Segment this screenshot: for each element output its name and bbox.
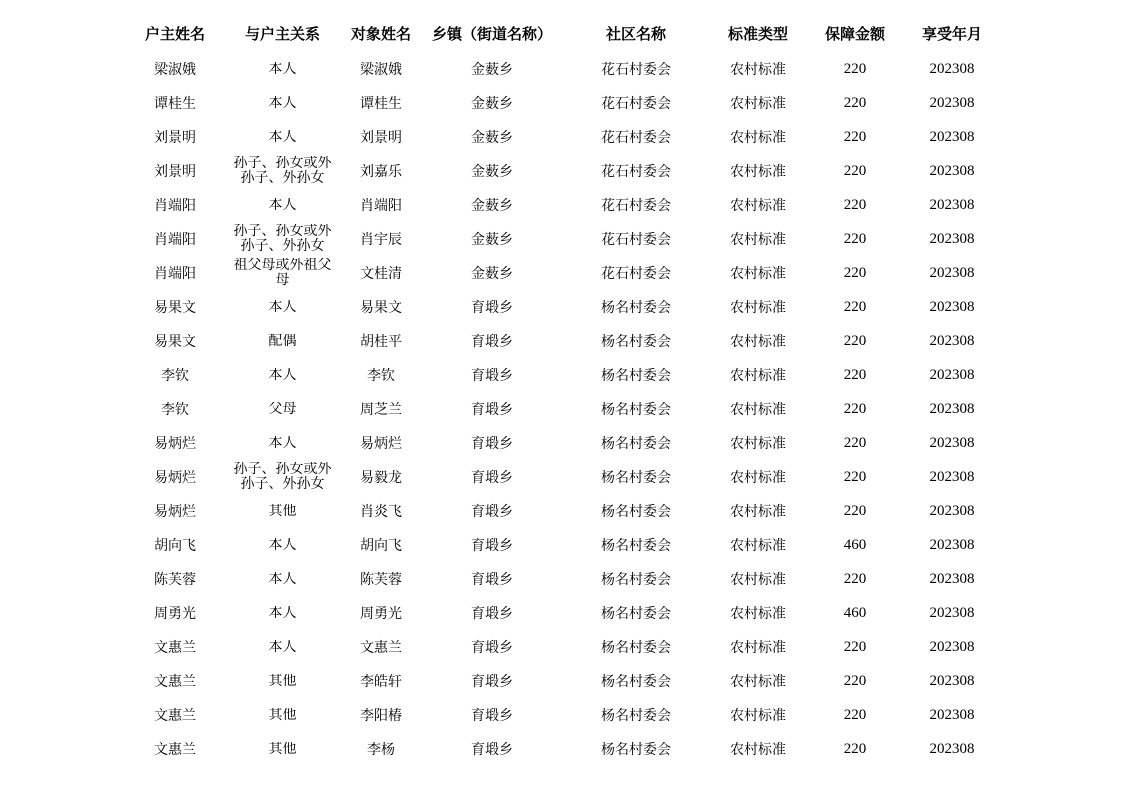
table-body (120, 52, 995, 766)
cell-name: 易果文 (360, 300, 402, 316)
cell-owner: 文惠兰 (154, 742, 196, 758)
cell-month: 202308 (929, 706, 975, 723)
relation-text: 祖父母或外祖父母 (233, 258, 332, 288)
cell-town: 金薮乡 (471, 266, 513, 282)
cell-community: 杨名村委会 (601, 334, 671, 350)
cell-standard: 农村标准 (730, 164, 786, 180)
cell-community: 杨名村委会 (601, 300, 671, 316)
relation-text: 本人 (268, 61, 297, 77)
cell-relation (230, 392, 335, 426)
cell-relation (230, 358, 335, 392)
cell-amount: 220 (843, 230, 867, 247)
relation-text: 其他 (268, 673, 297, 689)
table-row (120, 290, 995, 324)
cell-name: 胡向飞 (360, 538, 402, 554)
cell-name: 刘嘉乐 (360, 164, 402, 180)
cell-standard: 农村标准 (730, 334, 786, 350)
relation-text: 其他 (268, 707, 297, 723)
cell-owner: 李钦 (161, 368, 189, 384)
cell-town: 育塅乡 (471, 470, 513, 486)
cell-town: 育塅乡 (471, 538, 513, 554)
cell-amount: 220 (843, 366, 867, 383)
cell-name: 文桂清 (360, 266, 402, 282)
cell-owner: 易果文 (154, 300, 196, 316)
table-row (120, 86, 995, 120)
relation-text: 其他 (268, 741, 297, 757)
cell-standard: 农村标准 (730, 130, 786, 146)
cell-standard: 农村标准 (730, 504, 786, 520)
cell-owner: 陈芙蓉 (154, 572, 196, 588)
cell-community: 花石村委会 (601, 232, 671, 248)
cell-town: 育塅乡 (471, 368, 513, 384)
cell-relation (230, 86, 335, 120)
cell-town: 育塅乡 (471, 300, 513, 316)
header-standard: 标准类型 (727, 24, 788, 43)
relation-text: 本人 (268, 95, 297, 111)
cell-relation (230, 494, 335, 528)
cell-community: 花石村委会 (601, 62, 671, 78)
cell-relation (230, 562, 335, 596)
cell-owner: 周勇光 (154, 606, 196, 622)
cell-name: 李杨 (367, 742, 395, 758)
table-row (120, 154, 995, 188)
table-row (120, 358, 995, 392)
cell-amount: 220 (843, 162, 867, 179)
cell-amount: 220 (843, 196, 867, 213)
cell-town: 育塅乡 (471, 674, 513, 690)
relation-text: 本人 (268, 605, 297, 621)
cell-month: 202308 (929, 366, 975, 383)
cell-standard: 农村标准 (730, 708, 786, 724)
cell-community: 杨名村委会 (601, 640, 671, 656)
cell-relation (230, 528, 335, 562)
cell-relation (230, 120, 335, 154)
cell-standard: 农村标准 (730, 470, 786, 486)
relation-text: 配偶 (268, 333, 297, 349)
cell-community: 杨名村委会 (601, 708, 671, 724)
cell-month: 202308 (929, 298, 975, 315)
cell-town: 金薮乡 (471, 164, 513, 180)
cell-relation (230, 52, 335, 86)
cell-relation (230, 698, 335, 732)
cell-month: 202308 (929, 230, 975, 247)
table-row (120, 52, 995, 86)
relation-text: 本人 (268, 129, 297, 145)
cell-name: 陈芙蓉 (360, 572, 402, 588)
cell-amount: 220 (843, 740, 867, 757)
cell-amount: 220 (843, 468, 867, 485)
cell-month: 202308 (929, 536, 975, 553)
table-row (120, 732, 995, 766)
cell-relation (230, 460, 335, 494)
cell-owner: 易炳烂 (154, 504, 196, 520)
cell-standard: 农村标准 (730, 640, 786, 656)
cell-amount: 460 (843, 536, 867, 553)
header-community: 社区名称 (605, 24, 666, 43)
cell-standard: 农村标准 (730, 96, 786, 112)
cell-relation (230, 256, 335, 290)
cell-name: 梁淑娥 (360, 62, 402, 78)
cell-name: 胡桂平 (360, 334, 402, 350)
cell-standard: 农村标准 (730, 62, 786, 78)
header-relation: 与户主关系 (244, 24, 320, 43)
header-town: 乡镇（街道名称） (431, 24, 552, 43)
cell-community: 杨名村委会 (601, 402, 671, 418)
cell-town: 育塅乡 (471, 504, 513, 520)
relation-text: 父母 (268, 401, 297, 417)
cell-relation (230, 630, 335, 664)
cell-standard: 农村标准 (730, 674, 786, 690)
table-row (120, 460, 995, 494)
cell-name: 肖宇辰 (360, 232, 402, 248)
cell-relation (230, 596, 335, 630)
cell-owner: 文惠兰 (154, 708, 196, 724)
relation-text: 孙子、孙女或外孙子、外孙女 (233, 156, 332, 186)
relation-text: 本人 (268, 435, 297, 451)
relation-text: 本人 (268, 639, 297, 655)
cell-amount: 220 (843, 128, 867, 145)
cell-owner: 易炳烂 (154, 436, 196, 452)
cell-community: 花石村委会 (601, 266, 671, 282)
relation-text: 孙子、孙女或外孙子、外孙女 (233, 462, 332, 492)
cell-town: 育塅乡 (471, 606, 513, 622)
cell-town: 育塅乡 (471, 742, 513, 758)
cell-community: 杨名村委会 (601, 470, 671, 486)
cell-standard: 农村标准 (730, 368, 786, 384)
cell-name: 易毅龙 (360, 470, 402, 486)
cell-month: 202308 (929, 672, 975, 689)
table-row (120, 494, 995, 528)
table-row (120, 630, 995, 664)
table-row (120, 664, 995, 698)
cell-town: 育塅乡 (471, 334, 513, 350)
cell-standard: 农村标准 (730, 742, 786, 758)
cell-community: 花石村委会 (601, 130, 671, 146)
relation-text: 本人 (268, 537, 297, 553)
header-month: 享受年月 (921, 24, 982, 43)
cell-amount: 220 (843, 706, 867, 723)
cell-amount: 220 (843, 502, 867, 519)
cell-amount: 220 (843, 672, 867, 689)
cell-community: 杨名村委会 (601, 742, 671, 758)
cell-name: 李钦 (367, 368, 395, 384)
table-row (120, 188, 995, 222)
cell-town: 金薮乡 (471, 232, 513, 248)
table-row (120, 256, 995, 290)
cell-owner: 刘景明 (154, 130, 196, 146)
assistance-table (120, 14, 995, 766)
header-owner: 户主姓名 (144, 24, 205, 43)
cell-amount: 220 (843, 638, 867, 655)
table-row (120, 562, 995, 596)
cell-name: 李皓轩 (360, 674, 402, 690)
relation-text: 其他 (268, 503, 297, 519)
table-row (120, 426, 995, 460)
cell-community: 杨名村委会 (601, 504, 671, 520)
cell-owner: 肖端阳 (154, 266, 196, 282)
header-amount: 保障金额 (824, 24, 885, 43)
cell-amount: 220 (843, 400, 867, 417)
cell-month: 202308 (929, 604, 975, 621)
cell-month: 202308 (929, 502, 975, 519)
cell-town: 育塅乡 (471, 436, 513, 452)
cell-owner: 文惠兰 (154, 640, 196, 656)
cell-amount: 220 (843, 264, 867, 281)
cell-community: 杨名村委会 (601, 538, 671, 554)
cell-town: 育塅乡 (471, 572, 513, 588)
cell-community: 杨名村委会 (601, 436, 671, 452)
cell-name: 李阳椿 (360, 708, 402, 724)
cell-relation (230, 188, 335, 222)
cell-relation (230, 732, 335, 766)
cell-community: 杨名村委会 (601, 674, 671, 690)
relation-text: 本人 (268, 571, 297, 587)
cell-month: 202308 (929, 434, 975, 451)
cell-owner: 肖端阳 (154, 198, 196, 214)
cell-amount: 220 (843, 298, 867, 315)
cell-name: 肖炎飞 (360, 504, 402, 520)
cell-owner: 谭桂生 (154, 96, 196, 112)
cell-owner: 易果文 (154, 334, 196, 350)
cell-relation (230, 324, 335, 358)
cell-community: 花石村委会 (601, 198, 671, 214)
cell-standard: 农村标准 (730, 572, 786, 588)
cell-amount: 220 (843, 434, 867, 451)
cell-owner: 文惠兰 (154, 674, 196, 690)
cell-amount: 220 (843, 570, 867, 587)
cell-owner: 梁淑娥 (154, 62, 196, 78)
cell-community: 杨名村委会 (601, 572, 671, 588)
cell-town: 金薮乡 (471, 130, 513, 146)
relation-text: 本人 (268, 299, 297, 315)
cell-amount: 220 (843, 332, 867, 349)
cell-relation (230, 222, 335, 256)
cell-standard: 农村标准 (730, 300, 786, 316)
cell-owner: 肖端阳 (154, 232, 196, 248)
cell-owner: 易炳烂 (154, 470, 196, 486)
cell-month: 202308 (929, 162, 975, 179)
cell-amount: 460 (843, 604, 867, 621)
cell-name: 周勇光 (360, 606, 402, 622)
cell-community: 花石村委会 (601, 164, 671, 180)
cell-month: 202308 (929, 570, 975, 587)
table-row (120, 528, 995, 562)
cell-town: 金薮乡 (471, 96, 513, 112)
cell-town: 育塅乡 (471, 402, 513, 418)
relation-text: 本人 (268, 197, 297, 213)
header-name: 对象姓名 (350, 24, 411, 43)
cell-relation (230, 426, 335, 460)
cell-standard: 农村标准 (730, 436, 786, 452)
cell-standard: 农村标准 (730, 198, 786, 214)
cell-month: 202308 (929, 196, 975, 213)
cell-standard: 农村标准 (730, 232, 786, 248)
cell-owner: 胡向飞 (154, 538, 196, 554)
cell-amount: 220 (843, 60, 867, 77)
table-row (120, 222, 995, 256)
cell-month: 202308 (929, 468, 975, 485)
cell-month: 202308 (929, 60, 975, 77)
cell-owner: 刘景明 (154, 164, 196, 180)
cell-month: 202308 (929, 740, 975, 757)
table-row (120, 698, 995, 732)
cell-month: 202308 (929, 638, 975, 655)
cell-owner: 李钦 (161, 402, 189, 418)
cell-month: 202308 (929, 264, 975, 281)
header-row (120, 14, 995, 52)
cell-community: 花石村委会 (601, 96, 671, 112)
cell-month: 202308 (929, 128, 975, 145)
cell-standard: 农村标准 (730, 266, 786, 282)
table-row (120, 392, 995, 426)
cell-community: 杨名村委会 (601, 606, 671, 622)
cell-standard: 农村标准 (730, 606, 786, 622)
cell-name: 肖端阳 (360, 198, 402, 214)
cell-town: 金薮乡 (471, 62, 513, 78)
cell-town: 金薮乡 (471, 198, 513, 214)
cell-month: 202308 (929, 400, 975, 417)
cell-town: 育塅乡 (471, 708, 513, 724)
cell-community: 杨名村委会 (601, 368, 671, 384)
document-sheet (120, 14, 995, 766)
table-row (120, 120, 995, 154)
cell-name: 易炳烂 (360, 436, 402, 452)
cell-name: 刘景明 (360, 130, 402, 146)
cell-month: 202308 (929, 332, 975, 349)
relation-text: 本人 (268, 367, 297, 383)
cell-standard: 农村标准 (730, 538, 786, 554)
cell-relation (230, 154, 335, 188)
cell-name: 文惠兰 (360, 640, 402, 656)
table-row (120, 324, 995, 358)
cell-standard: 农村标准 (730, 402, 786, 418)
cell-relation (230, 290, 335, 324)
cell-name: 谭桂生 (360, 96, 402, 112)
table-row (120, 596, 995, 630)
cell-relation (230, 664, 335, 698)
cell-amount: 220 (843, 94, 867, 111)
cell-town: 育塅乡 (471, 640, 513, 656)
cell-name: 周芝兰 (360, 402, 402, 418)
cell-month: 202308 (929, 94, 975, 111)
relation-text: 孙子、孙女或外孙子、外孙女 (233, 224, 332, 254)
